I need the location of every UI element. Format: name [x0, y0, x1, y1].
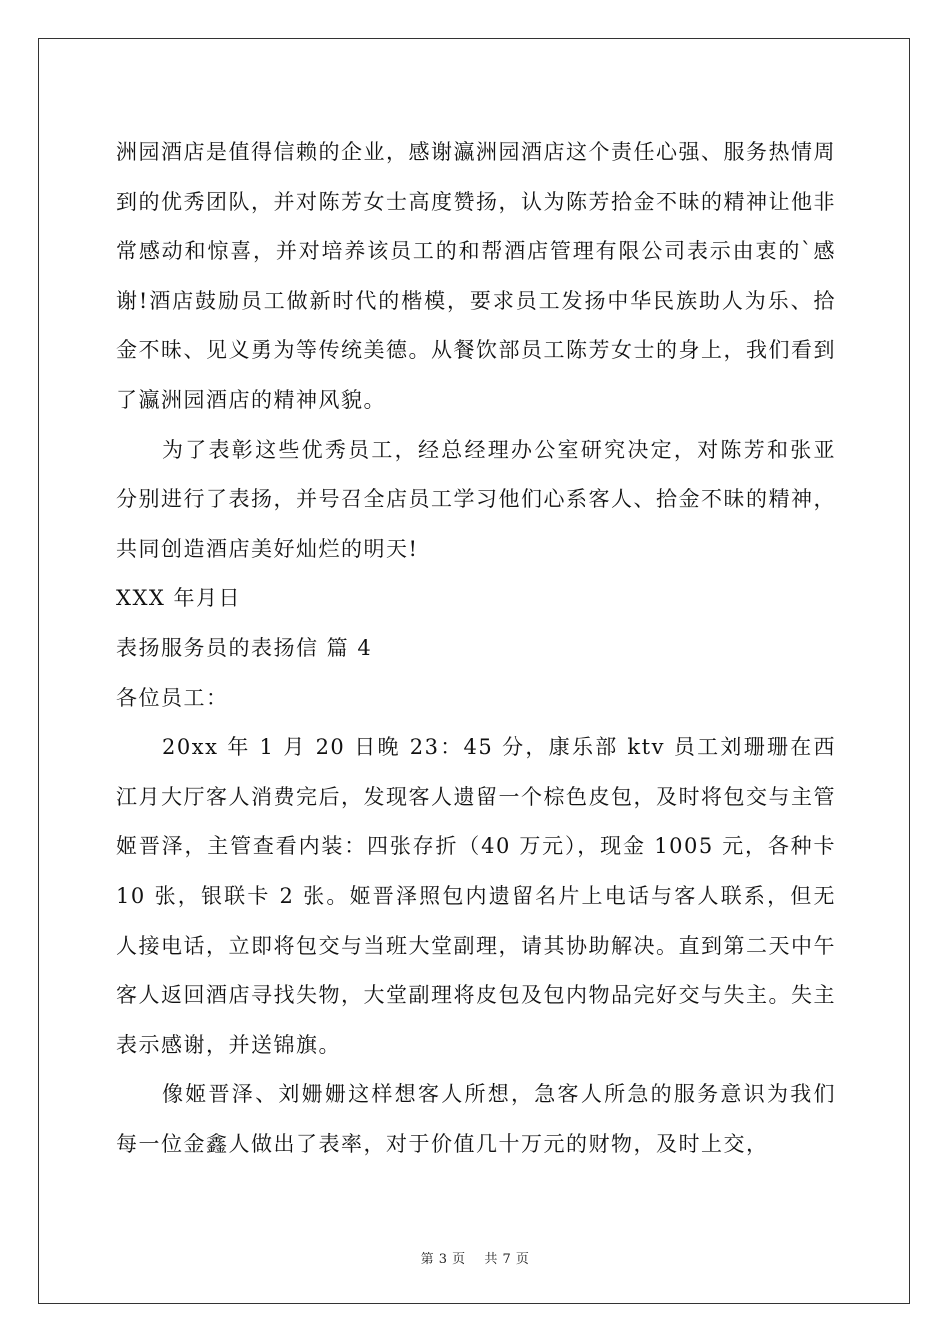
salutation: 各位员工：: [116, 685, 229, 710]
date-line: XXX 年月日: [116, 586, 242, 611]
paragraph-2: 为了表彰这些优秀员工，经总经理办公室研究决定，对陈芳和张亚分别进行了表扬，并号召全店员工学习他们心系客人、拾金不昧的精神，共同创造酒店美好灿烂的明天!: [116, 437, 836, 561]
paragraph-1: 洲园酒店是值得信赖的企业，感谢瀛洲园酒店这个责任心强、服务热情周到的优秀团队，并对陈芳女士高度赞扬，认为陈芳拾金不昧的精神让他非常感动和惊喜，并对培养该员工的和帮酒店管理有限公司表示由衷的`感谢!酒店鼓励员工做新时代的楷模，要求员工发扬中华民族助人为乐、拾金不昧、见义勇为等传统美德。从餐饮部员工陈芳女士的身上，我们看到了瀛洲园酒店的精神风貌。: [116, 140, 836, 412]
page-number: 第 3 页: [420, 1252, 466, 1267]
document-body: [116, 128, 836, 1169]
paragraph-4: 像姬晋泽、刘姗姗这样想客人所想，急客人所急的服务意识为我们每一位金鑫人做出了表率，对于价值几十万元的财物，及时上交，: [116, 1082, 836, 1156]
paragraph-3: 20xx 年 1 月 20 日晚 23：45 分，康乐部 ktv 员工刘珊珊在西江月大厅客人消费完后，发现客人遗留一个棕色皮包，及时将包交与主管姬晋泽，主管查看内装：四张存折（40 万元），现金 1005 元，各种卡 10 张，银联卡 2 张。姬晋泽照包内遗留名片上电话与客人联系，但无人接电话，立即将包交与当班大堂副理，请其协助解决。直到第二天中午客人返回酒店寻找失物，大堂副理将皮包及包内物品完好交与失主。失主表示感谢，并送锦旗。: [116, 735, 836, 1057]
page-footer: [0, 1248, 950, 1267]
page-total: 共 7 页: [484, 1252, 530, 1267]
section-heading: 表扬服务员的表扬信 篇 4: [116, 635, 373, 660]
